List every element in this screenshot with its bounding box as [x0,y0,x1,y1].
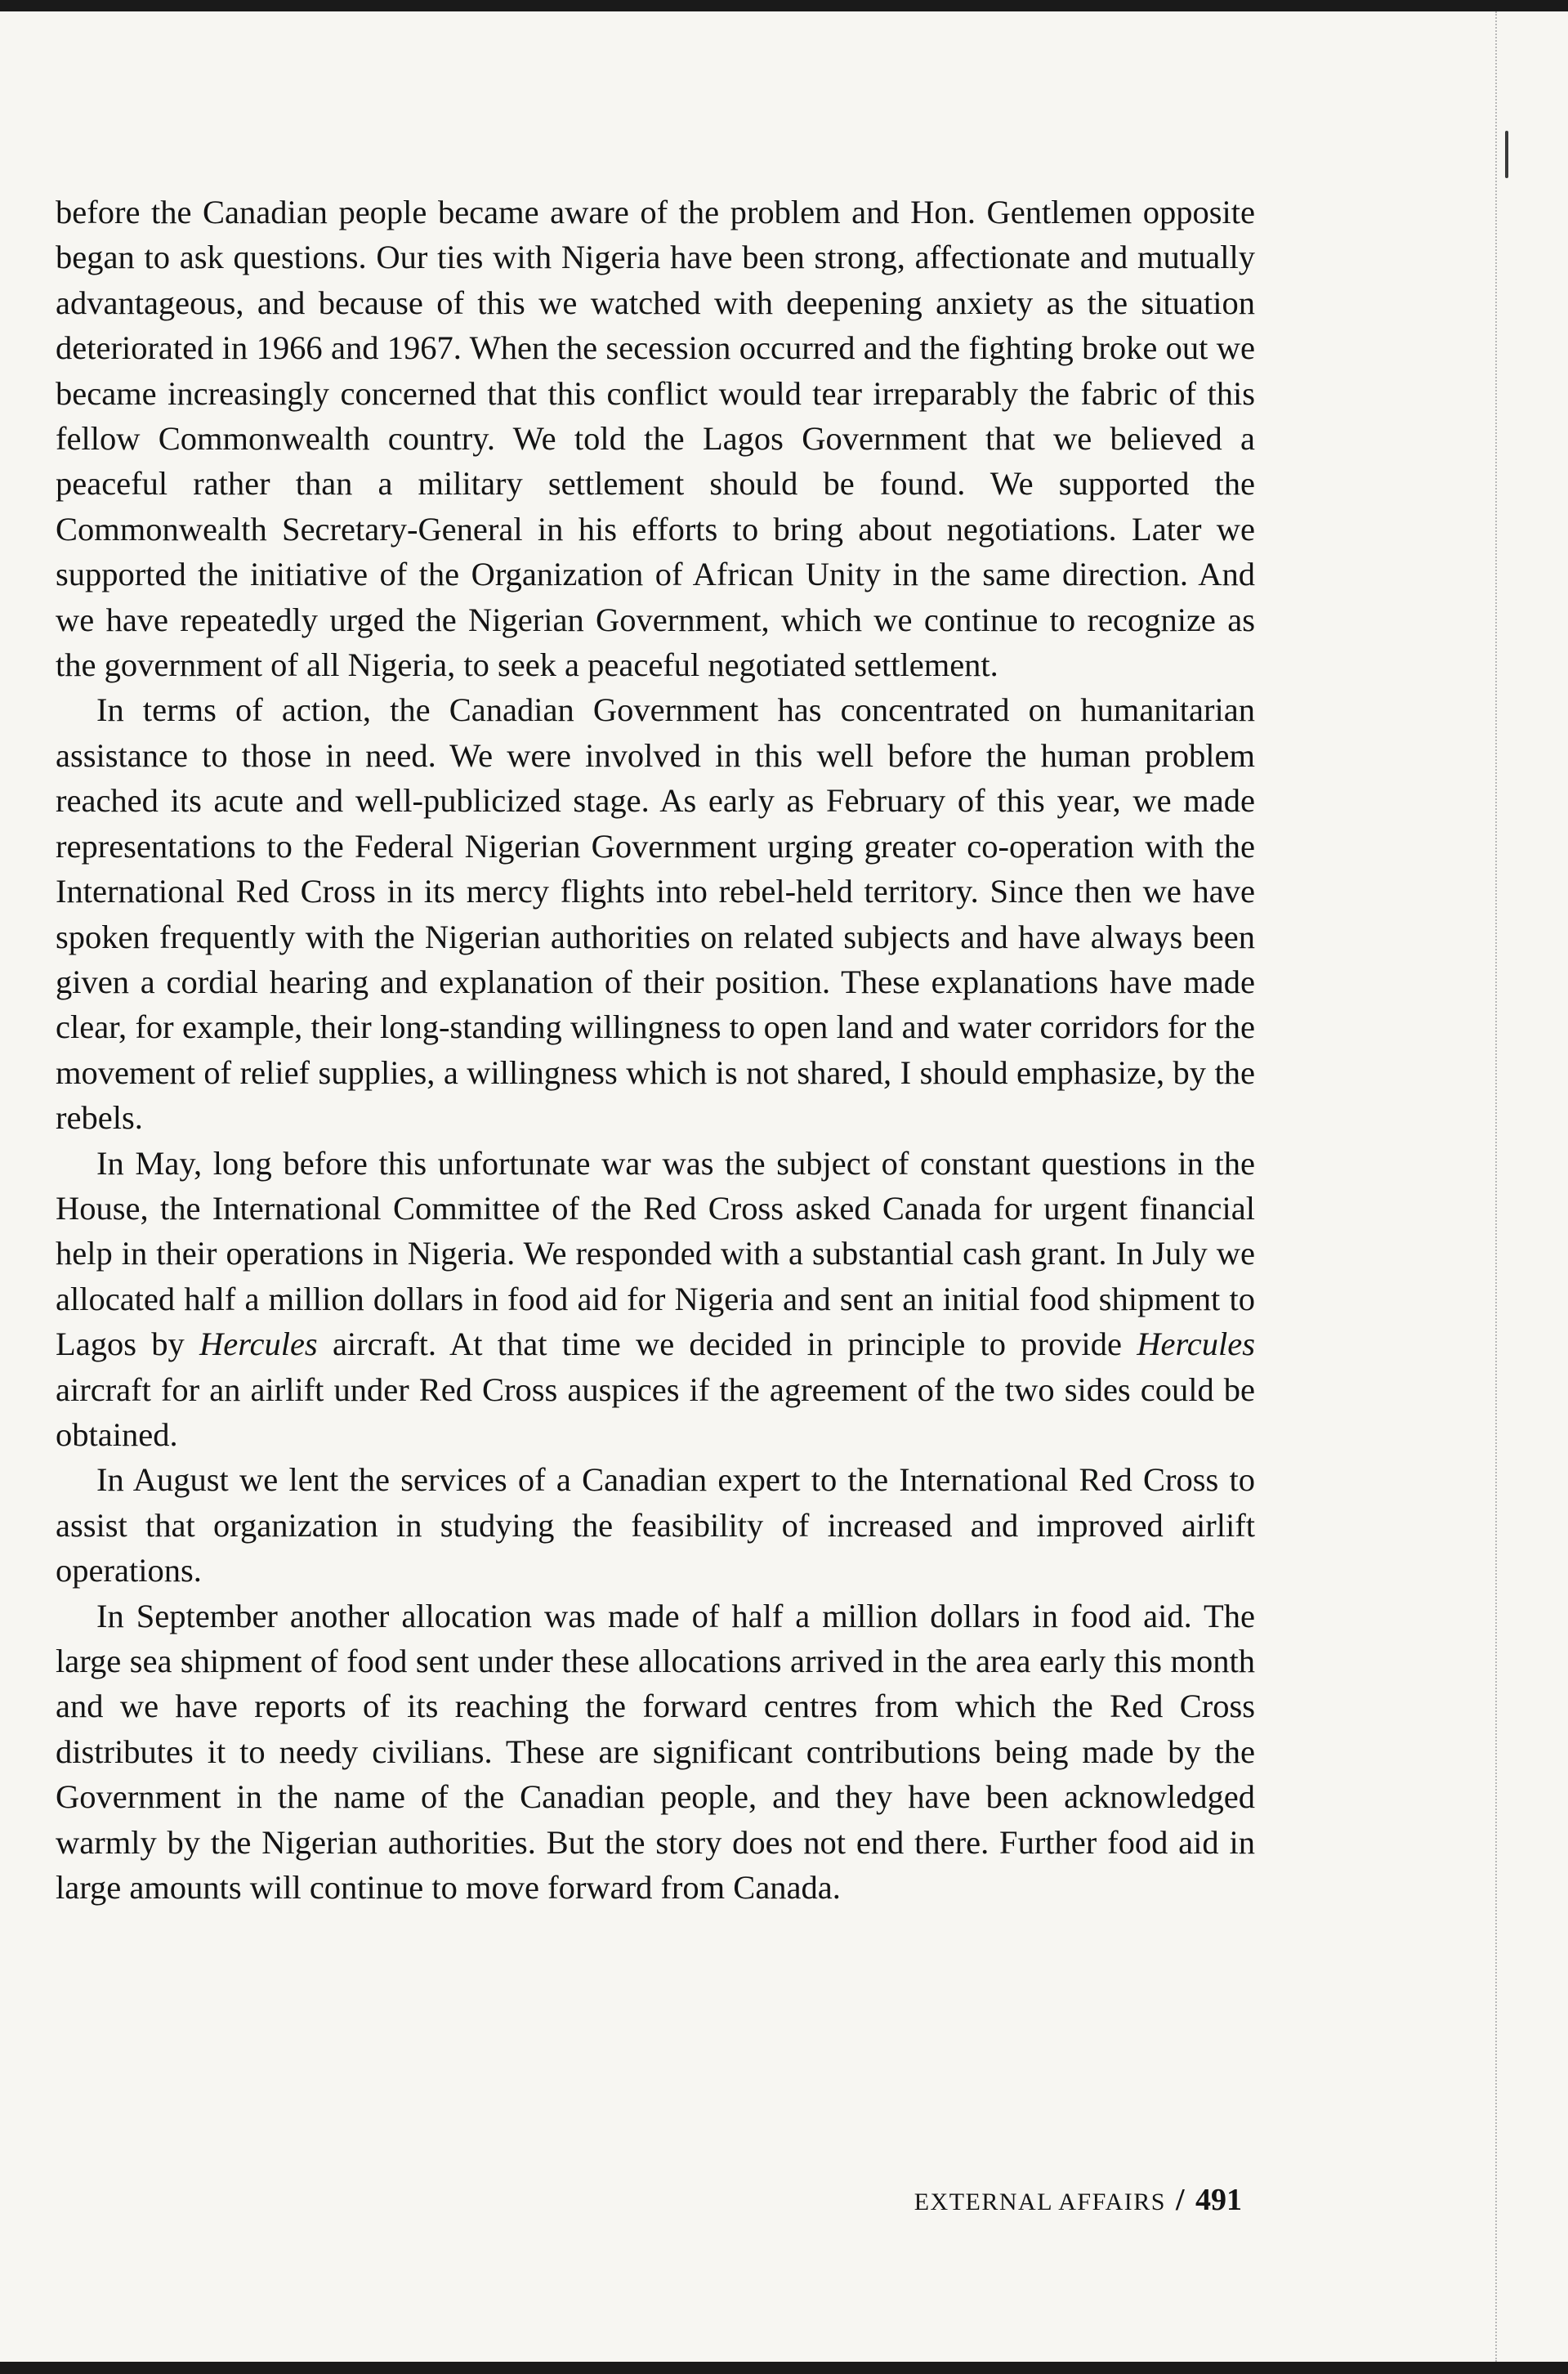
paragraph-3-text: In May, long before this unfortunate war was the subject of constant questions in the House, the International Committee of the Red Cross asked Canada for urgent financial help in their operations in Nigeria. We responded with a substantial cash grant. In July we allocated half a million dollars in food aid for Nigeria and sent an initial food shipment to Lagos by [56,1144,1255,1363]
paragraph-4-text: In August we lent the services of a Canadian expert to the International Red Cross to assist that organization in studying the feasibility of increased and improved airlift operations. [56,1461,1255,1589]
paragraph-3 [56,1141,1255,1458]
scan-mark [1505,131,1508,178]
page-number: 491 [1195,2183,1242,2217]
paragraph-2-text: In terms of action, the Canadian Government has concentrated on humanitarian assistance to those in need. We were involved in this well before the human problem reached its acute and well-publicized stage. As early as February of this year, we made representations to the Federal Nigerian Government urging greater co-operation with the International Red Cross in its mercy flights into rebel-held territory. Since then we have spoken frequently with the Nigerian authorities on related subjects and have always been given a cordial hearing and explanation of their position. These explanations have made clear, for example, their long-standing willingness to open land and water corridors for the movement of relief supplies, a willingness which is not shared, I should emphasize, by the rebels. [56,691,1255,1137]
paragraph-3-text: aircraft for an airlift under Red Cross auspices if the agreement of the two sides could be obtained. [56,1370,1255,1453]
page-footer [817,2182,1242,2218]
paragraph-5 [56,1594,1255,1911]
paragraph-1 [56,190,1255,687]
scan-bottom-edge [0,2362,1568,2374]
footer-separator: / [1175,2183,1186,2217]
paragraph-1-text: before the Canadian people became aware of the problem and Hon. Gentlemen opposite began to ask questions. Our ties with Nigeria have been strong, affectionate and mutually advantageous, and because of this we watched with deepening anxiety as the situation deteriorated in 1966 and 1967. When the secession occurred and the fighting broke out we became increasingly concerned that this conflict would tear irreparably the fabric of this fellow Commonwealth country. We told the Lagos Government that we believed a peaceful rather than a military settlement should be found. We supported the Commonwealth Secretary-General in his efforts to bring about negotiations. Later we supported the initiative of the Organization of African Unity in the same direction. And we have repeatedly urged the Nigerian Government, which we continue to recognize as the government of all Nigeria, to seek a peaceful negotiated settlement. [56,194,1255,684]
scan-top-edge [0,0,1568,11]
page-body [56,190,1255,1910]
aircraft-name-italic: Hercules [199,1326,318,1363]
aircraft-name-italic: Hercules [1137,1326,1255,1363]
paragraph-5-text: In September another allocation was made of half a million dollars in food aid. The large sea shipment of food sent under these allocations arrived in the area early this month and we have reports of its reaching the forward centres from which the Red Cross distributes it to needy civilians. These are significant contributions being made by the Government in the name of the Canadian people, and they have been acknowledged warmly by the Nigerian authorities. But the story does not end there. Further food aid in large amounts will continue to move forward from Canada. [56,1597,1255,1907]
publication-name: EXTERNAL AFFAIRS [914,2188,1166,2215]
paragraph-4 [56,1457,1255,1593]
paragraph-2 [56,687,1255,1140]
scan-right-edge [1495,11,1499,2362]
paragraph-3-text: aircraft. At that time we decided in principle to provide [317,1326,1137,1363]
